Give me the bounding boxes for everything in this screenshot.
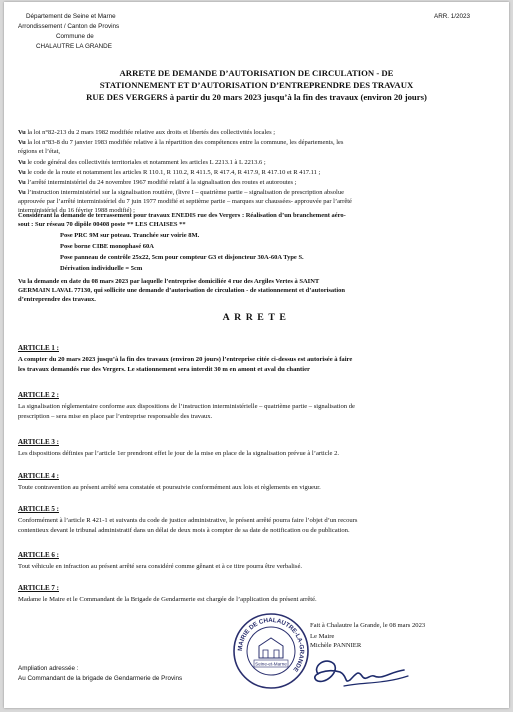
considerant-item-2: Pose borne CIBE monophasé 60A — [60, 243, 154, 250]
considerant-line-1: Considérant la demande de terrassement pour travaux ENEDIS rue des Vergers : Réalisation d’un branchement aéro- — [18, 212, 346, 219]
header-commune-label: Commune de — [56, 33, 94, 40]
ampliation-label: Ampliation adressée : — [18, 665, 79, 672]
article-text-line: les travaux demandés rue des Vergers. Le stationnement sera interdit 30 m en amont et aval du chantier — [18, 366, 310, 373]
article-text-line: Conformément à l’article R 421-1 et suivants du code de justice administrative, le présent arrêté pourra faire l’objet d’un recours — [18, 517, 358, 524]
article-heading: ARTICLE 1 : — [18, 344, 59, 352]
document-page — [4, 2, 509, 708]
header-reference: ARR. 1/2023 — [434, 13, 471, 20]
ampliation-recipient: Au Commandant de la brigade de Gendarmerie de Provins — [18, 675, 183, 682]
vu-line — [18, 128, 498, 137]
vu-text: l’arrêté interministériel du 24 novembre 1967 modifié relatif à la signalisation des routes et autoroutes ; — [25, 179, 297, 186]
article-heading: ARTICLE 4 : — [18, 472, 59, 480]
article-text-line: Toute contravention au présent arrêté sera constatée et poursuivie conformément aux lois et règlements en vigueur. — [18, 484, 321, 491]
article-text-line: La signalisation réglementaire conforme aux dispositions de l’instruction interministérielle – quatrième partie – signalisation de — [18, 403, 355, 410]
vu-line — [18, 188, 498, 197]
vu-keyword: Vu — [18, 179, 26, 186]
article-heading: ARTICLE 7 : — [18, 584, 59, 592]
article-heading: ARTICLE 6 : — [18, 551, 59, 559]
article-heading: ARTICLE 2 : — [18, 391, 59, 399]
considerant-item-4: Dérivation individuelle = 5cm — [60, 265, 143, 272]
article-text-line: A compter du 20 mars 2023 jusqu’à la fin des travaux (environ 20 jours) l’entreprise citée ci-dessus est autorisée à faire — [18, 356, 353, 363]
article-heading: ARTICLE 3 : — [18, 438, 59, 446]
article-heading: ARTICLE 5 : — [18, 505, 59, 513]
signature-name: Michèle PANNIER — [310, 642, 362, 649]
article-text-line: Madame le Maire et le Commandant de la Brigade de Gendarmerie est chargée de l’application du présent arrêté. — [18, 596, 317, 603]
vu-line — [18, 147, 498, 156]
vu-text: la loi n°82-213 du 2 mars 1982 modifiée relative aux droits et libertés des collectivités locales ; — [25, 129, 276, 136]
considerant-line-2: sout : Sur réseau 70 dipôle 00408 poste ** LES CHAISES ** — [18, 221, 186, 228]
vu-line — [18, 197, 498, 206]
demande-line-2: GERMAIN LAVAL 77130, qui sollicite une demande d’autorisation de circulation - de stationnement et d’autorisation — [18, 287, 346, 294]
mairie-seal-icon — [232, 612, 310, 690]
vu-line — [18, 158, 498, 167]
demande-line-1: Vu la demande en date du 08 mars 2023 par laquelle l’entreprise domiciliée 4 rue des Argiles Vertes à SAINT — [18, 278, 320, 285]
vu-line — [18, 168, 498, 177]
considerant-item-3: Pose panneau de contrôle 25x22, 5cm pour compteur G3 et disjoncteur 30A-60A Type S. — [60, 254, 304, 261]
handwritten-signature — [304, 646, 414, 701]
seal-text: MAIRIE DE CHALAUTRE-LA-GRANDE — [236, 616, 306, 673]
title-line-2: STATIONNEMENT ET D’AUTORISATION D’ENTREPRENDRE DES TRAVAUX — [99, 80, 414, 90]
vu-line — [18, 178, 498, 187]
vu-text: la loi n°83-8 du 7 janvier 1983 modifiée relative à la répartition des compétences entre la commune, les départements, les — [25, 139, 344, 146]
title-line-1: ARRETE DE DEMANDE D’AUTORISATION DE CIRCULATION - DE — [119, 68, 394, 78]
signature-role: Le Maire — [310, 633, 335, 640]
vu-keyword: Vu — [18, 189, 26, 196]
vu-text: approuvée par l’arrêté interministériel du 7 juin 1977 modifié et septième partie – marques sur chaussées- approuvée par l’arrêté — [18, 198, 352, 205]
header-department: Département de Seine et Marne — [26, 13, 116, 20]
vu-keyword: Vu — [18, 169, 26, 176]
vu-text: l’instruction interministériel sur la signalisation routière, (livre I – quatrième partie – signalisation de prescription absolue — [25, 189, 344, 196]
seal-subtext: Seine-et-Marne — [255, 661, 287, 667]
demande-line-3: d’entreprendre des travaux. — [18, 296, 96, 303]
article-text-line: Tout véhicule en infraction au présent arrêté sera considéré comme gênant et à ce titre pourra être verbalisé. — [18, 563, 303, 570]
header-arrondissement: Arrondissement / Canton de Provins — [18, 23, 120, 30]
vu-keyword: Vu — [18, 139, 26, 146]
article-text-line: prescription – sera mise en place par l’entreprise responsable des travaux. — [18, 413, 213, 420]
article-text-line: Les dispositions définies par l’article 1er prendront effet le jour de la mise en place de la signalisation prévue à l’article 2. — [18, 450, 340, 457]
considerant-item-1: Pose PRC 9M sur poteau. Tranchée sur voirie 8M. — [60, 232, 200, 239]
vu-text: interministériel du 16 février 1988 modifié) ; — [18, 207, 135, 214]
header-commune-name: CHALAUTRE LA GRANDE — [36, 43, 112, 50]
vu-text: le code de la route et notamment les articles R 110.1, R 110.2, R 411.5, R 417.4, R 417.9, R 417.10 et R 417.11 ; — [25, 169, 321, 176]
vu-line — [18, 138, 498, 147]
article-text-line: contentieux devant le tribunal administratif dans un délai de deux mois à compter de sa date de notification ou de publication. — [18, 527, 350, 534]
vu-keyword: Vu — [18, 129, 26, 136]
signature-place-date: Fait à Chalautre la Grande, le 08 mars 2023 — [310, 622, 426, 629]
title-line-3: RUE DES VERGERS à partir du 20 mars 2023 jusqu’à la fin des travaux (environ 20 jours) — [86, 92, 427, 102]
vu-text: régions et l’état, — [18, 148, 61, 155]
vu-text: le code général des collectivités territoriales et notamment les articles L 2213.1 à L 2213.6 ; — [25, 159, 266, 166]
vu-keyword: Vu — [18, 159, 26, 166]
arrete-heading: ARRETE — [222, 312, 291, 323]
